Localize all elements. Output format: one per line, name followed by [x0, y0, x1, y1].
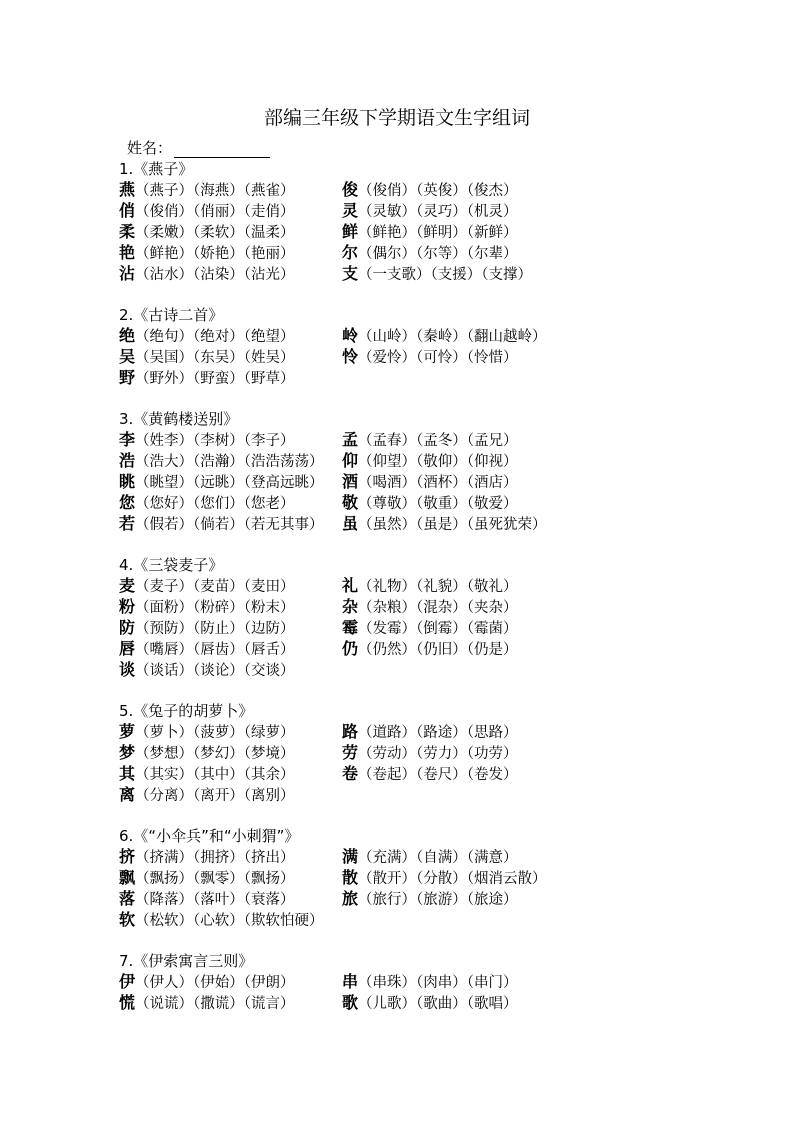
char-entry — [342, 513, 547, 536]
lesson-section — [119, 555, 779, 680]
char-entry — [119, 909, 324, 932]
word-row — [119, 638, 779, 659]
word-group: （浩大）（浩瀚）（浩浩荡荡） — [135, 454, 324, 470]
word-row — [119, 617, 779, 638]
char-entry — [119, 888, 295, 911]
word-row — [119, 888, 779, 909]
char-entry — [342, 200, 518, 223]
char-entry — [119, 763, 295, 786]
word-row — [119, 846, 779, 867]
character: 酒 — [342, 472, 359, 491]
char-entry — [119, 971, 295, 994]
word-group: （俊俏）（俏丽）（走俏） — [135, 204, 295, 220]
word-row — [119, 221, 779, 242]
character: 俊 — [342, 180, 359, 199]
word-row — [119, 429, 779, 450]
lesson-title: 4.《三袋麦子》 — [119, 556, 224, 574]
character: 眺 — [119, 472, 136, 491]
word-group: （面粉）（粉碎）（粉末） — [135, 600, 295, 616]
character: 萝 — [119, 722, 136, 741]
word-group: （虽然）（虽是）（虽死犹荣） — [358, 517, 547, 533]
word-group: （松软）（心软）（欺软怕硬） — [135, 913, 324, 929]
character: 艳 — [119, 243, 136, 262]
word-group: （偶尔）（尔等）（尔辈） — [358, 246, 518, 262]
word-group: （充满）（自满）（满意） — [358, 850, 518, 866]
word-row — [119, 200, 779, 221]
character: 礼 — [342, 576, 359, 595]
character: 虽 — [342, 514, 359, 533]
char-entry — [342, 846, 518, 869]
lesson-section — [119, 951, 779, 1013]
word-group: （俊俏）（英俊）（俊杰） — [358, 183, 518, 199]
character: 杂 — [342, 597, 359, 616]
word-group: （眺望）（远眺）（登高远眺） — [135, 475, 324, 491]
lesson-title: 2.《古诗二首》 — [119, 306, 224, 324]
word-group: （降落）（落叶）（衰落） — [135, 892, 295, 908]
character: 浩 — [119, 451, 136, 470]
char-entry — [342, 575, 518, 598]
character: 防 — [119, 618, 136, 637]
word-group: （假若）（倘若）（若无其事） — [135, 517, 324, 533]
word-group: （嘴唇）（唇齿）（唇舌） — [135, 642, 295, 658]
word-row — [119, 242, 779, 263]
word-group: （燕子）（海燕）（燕雀） — [135, 183, 295, 199]
page-title: 部编三年级下学期语文生字组词 — [263, 107, 530, 129]
char-entry — [119, 742, 295, 765]
word-group: （鲜艳）（鲜明）（新鲜） — [358, 225, 518, 241]
char-entry — [342, 742, 518, 765]
character: 吴 — [119, 347, 136, 366]
word-group: （柔嫩）（柔软）（温柔） — [135, 225, 295, 241]
word-list — [119, 159, 779, 1034]
character: 您 — [119, 493, 136, 512]
word-row — [119, 367, 779, 388]
name-blank-line — [174, 141, 270, 158]
word-group: （绝句）（绝对）（绝望） — [135, 329, 295, 345]
word-group: （喝酒）（酒杯）（酒店） — [358, 475, 518, 491]
character: 麦 — [119, 576, 136, 595]
char-entry — [119, 617, 295, 640]
char-entry — [342, 179, 518, 202]
char-entry — [119, 638, 295, 661]
lesson-section — [119, 159, 779, 284]
character: 歌 — [342, 993, 359, 1012]
lesson-title: 1.《燕子》 — [119, 160, 194, 178]
char-entry — [342, 721, 518, 744]
char-entry — [119, 659, 295, 682]
word-group: （发霉）（倒霉）（霉菌） — [358, 621, 518, 637]
word-group: （飘扬）（飘零）（飘扬） — [135, 871, 295, 887]
character: 谈 — [119, 660, 136, 679]
char-entry — [342, 450, 518, 473]
word-group: （谈话）（谈论）（交谈） — [135, 663, 295, 679]
word-row — [119, 471, 779, 492]
word-row — [119, 492, 779, 513]
lesson-section — [119, 826, 779, 930]
word-row — [119, 784, 779, 805]
character: 孟 — [342, 430, 359, 449]
character: 怜 — [342, 347, 359, 366]
char-entry — [119, 429, 295, 452]
character: 软 — [119, 910, 136, 929]
word-group: （挤满）（拥挤）（挤出） — [135, 850, 295, 866]
word-group: （分离）（离开）（离别） — [135, 788, 295, 804]
character: 尔 — [342, 243, 359, 262]
character: 燕 — [119, 180, 136, 199]
char-entry — [119, 513, 324, 536]
word-row — [119, 513, 779, 534]
word-group: （卷起）（卷尺）（卷发） — [358, 767, 518, 783]
char-entry — [119, 575, 295, 598]
character: 鲜 — [342, 222, 359, 241]
word-row — [119, 450, 779, 471]
character: 满 — [342, 847, 359, 866]
name-label: 姓名： — [127, 139, 173, 157]
lesson-title: 5.《兔子的胡萝卜》 — [119, 702, 254, 720]
character: 俏 — [119, 201, 136, 220]
word-group: （萝卜）（菠萝）（绿萝） — [135, 725, 295, 741]
word-group: （沾水）（沾染）（沾光） — [135, 267, 295, 283]
word-row — [119, 763, 779, 784]
word-group: （劳动）（劳力）（功劳） — [358, 746, 518, 762]
word-group: （道路）（路途）（思路） — [358, 725, 518, 741]
char-entry — [119, 492, 295, 515]
char-entry — [119, 721, 295, 744]
char-entry — [119, 263, 295, 286]
char-entry — [342, 492, 518, 515]
char-entry — [119, 325, 295, 348]
word-group: （您好）（您们）（您老） — [135, 496, 295, 512]
word-group: （一支歌）（支援）（支撑） — [358, 267, 533, 283]
word-group: （灵敏）（灵巧）（机灵） — [358, 204, 518, 220]
char-entry — [119, 450, 324, 473]
character: 唇 — [119, 639, 136, 658]
character: 串 — [342, 972, 359, 991]
char-entry — [119, 596, 295, 619]
word-group: （说谎）（撒谎）（谎言） — [135, 996, 295, 1012]
word-group: （预防）（防止）（边防） — [135, 621, 295, 637]
char-entry — [119, 346, 295, 369]
word-row — [119, 721, 779, 742]
char-entry — [119, 867, 295, 890]
character: 飘 — [119, 868, 136, 887]
character: 敬 — [342, 493, 359, 512]
character: 慌 — [119, 993, 136, 1012]
word-group: （散开）（分散）（烟消云散） — [358, 871, 547, 887]
word-group: （尊敬）（敬重）（敬爱） — [358, 496, 518, 512]
char-entry — [342, 763, 518, 786]
char-entry — [119, 200, 295, 223]
character: 挤 — [119, 847, 136, 866]
character: 伊 — [119, 972, 136, 991]
lesson-title: 3.《黄鹤楼送别》 — [119, 410, 239, 428]
char-entry — [342, 971, 518, 994]
char-entry — [119, 242, 295, 265]
char-entry — [119, 784, 295, 807]
word-group: （梦想）（梦幻）（梦境） — [135, 746, 295, 762]
word-row — [119, 992, 779, 1013]
character: 旅 — [342, 889, 359, 908]
char-entry — [119, 179, 295, 202]
word-group: （礼物）（礼貌）（敬礼） — [358, 579, 518, 595]
char-entry — [342, 992, 518, 1015]
char-entry — [119, 992, 295, 1015]
word-group: （野外）（野蛮）（野草） — [135, 371, 295, 387]
word-group: （爱怜）（可怜）（怜惜） — [358, 350, 518, 366]
word-group: （吴国）（东吴）（姓吴） — [135, 350, 295, 366]
character: 灵 — [342, 201, 359, 220]
char-entry — [119, 367, 295, 390]
char-entry — [342, 867, 547, 890]
word-group: （孟春）（孟冬）（孟兄） — [358, 433, 518, 449]
character: 李 — [119, 430, 136, 449]
char-entry — [342, 263, 532, 286]
lesson-section — [119, 409, 779, 534]
word-group: （杂粮）（混杂）（夹杂） — [358, 600, 518, 616]
character: 其 — [119, 764, 136, 783]
character: 梦 — [119, 743, 136, 762]
char-entry — [342, 471, 518, 494]
character: 仰 — [342, 451, 359, 470]
lesson-title: 6.《“小伞兵”和“小刺猬”》 — [119, 827, 300, 845]
character: 劳 — [342, 743, 359, 762]
word-group: （仰望）（敬仰）（仰视） — [358, 454, 518, 470]
char-entry — [342, 221, 518, 244]
name-field — [127, 138, 270, 158]
word-row — [119, 179, 779, 200]
word-group: （旅行）（旅游）（旅途） — [358, 892, 518, 908]
word-row — [119, 742, 779, 763]
lesson-section — [119, 305, 779, 388]
word-group: （鲜艳）（娇艳）（艳丽） — [135, 246, 295, 262]
word-row — [119, 909, 779, 930]
character: 岭 — [342, 326, 359, 345]
char-entry — [342, 429, 518, 452]
lesson-section — [119, 701, 779, 805]
character: 落 — [119, 889, 136, 908]
word-row — [119, 263, 779, 284]
word-row — [119, 575, 779, 596]
character: 卷 — [342, 764, 359, 783]
char-entry — [119, 846, 295, 869]
character: 柔 — [119, 222, 136, 241]
word-group: （其实）（其中）（其余） — [135, 767, 295, 783]
char-entry — [342, 242, 518, 265]
word-row — [119, 659, 779, 680]
word-row — [119, 867, 779, 888]
char-entry — [119, 221, 295, 244]
word-group: （串珠）（肉串）（串门） — [358, 975, 518, 991]
word-group: （伊人）（伊始）（伊朗） — [135, 975, 295, 991]
word-group: （仍然）（仍旧）（仍是） — [358, 642, 518, 658]
word-group: （儿歌）（歌曲）（歌唱） — [358, 996, 518, 1012]
lesson-title: 7.《伊索寓言三则》 — [119, 952, 254, 970]
char-entry — [119, 471, 324, 494]
character: 沾 — [119, 264, 136, 283]
character: 若 — [119, 514, 136, 533]
char-entry — [342, 888, 518, 911]
char-entry — [342, 638, 518, 661]
word-row — [119, 596, 779, 617]
char-entry — [342, 617, 518, 640]
word-row — [119, 971, 779, 992]
character: 路 — [342, 722, 359, 741]
char-entry — [342, 596, 518, 619]
char-entry — [342, 325, 547, 348]
character: 粉 — [119, 597, 136, 616]
character: 野 — [119, 368, 136, 387]
character: 离 — [119, 785, 136, 804]
character: 支 — [342, 264, 359, 283]
word-group: （姓李）（李树）（李子） — [135, 433, 295, 449]
word-row — [119, 346, 779, 367]
word-row — [119, 325, 779, 346]
char-entry — [342, 346, 518, 369]
character: 霉 — [342, 618, 359, 637]
character: 散 — [342, 868, 359, 887]
word-group: （山岭）（秦岭）（翻山越岭） — [358, 329, 547, 345]
word-group: （麦子）（麦苗）（麦田） — [135, 579, 295, 595]
character: 绝 — [119, 326, 136, 345]
character: 仍 — [342, 639, 359, 658]
